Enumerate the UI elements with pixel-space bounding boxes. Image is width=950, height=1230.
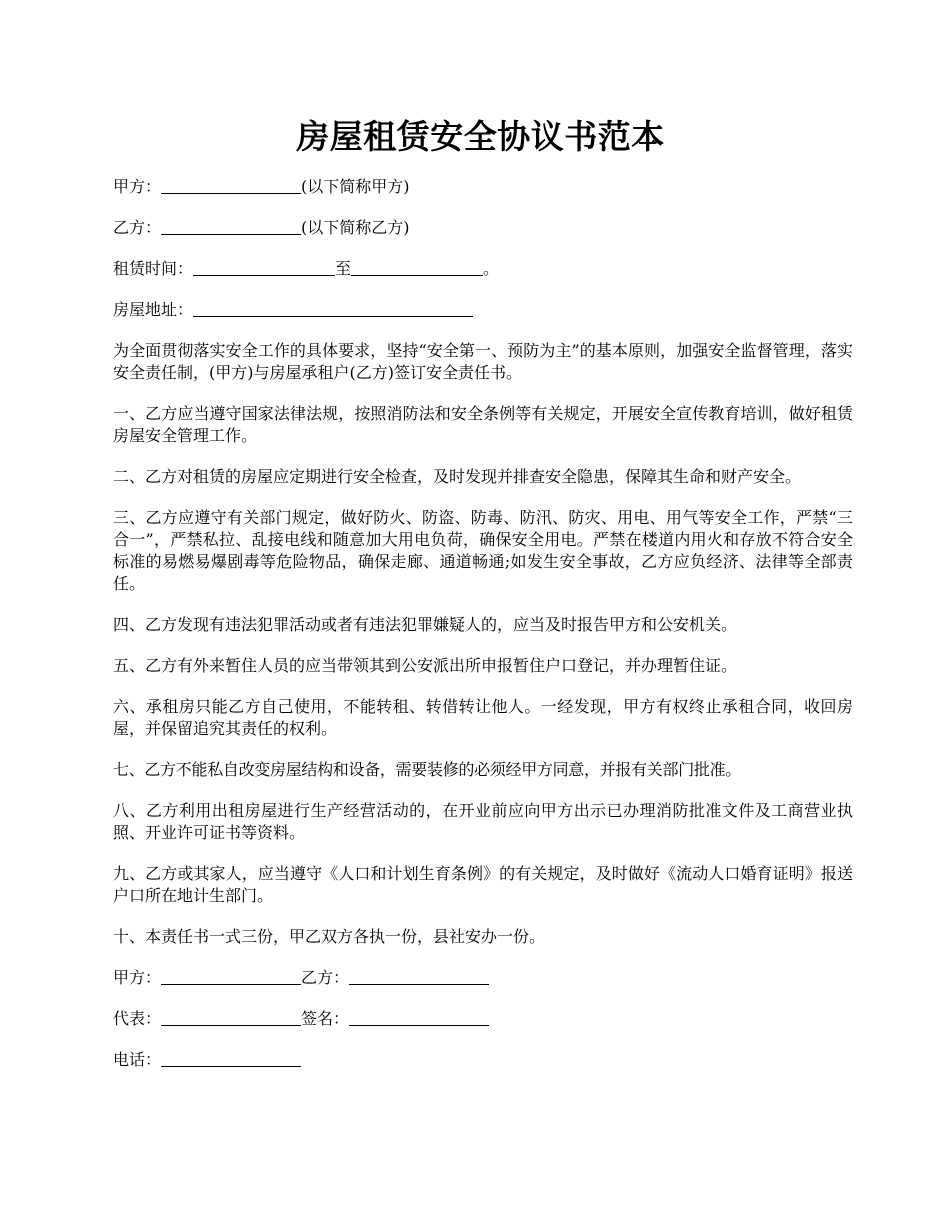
- intro-paragraph: 为全面贯彻落实安全工作的具体要求，坚持“安全第一、预防为主”的基本原则，加强安全监督管理，落实安全责任制，(甲方)与房屋承租户(乙方)签订安全责任书。: [113, 341, 853, 382]
- phone-blank[interactable]: [161, 1049, 301, 1067]
- rep-label: 代表：: [113, 1009, 162, 1028]
- address-label: 房屋地址：: [113, 300, 194, 319]
- party-a-label: 甲方：: [113, 177, 162, 196]
- clause-10: 十、本责任书一式三份，甲乙双方各执一份，县社安办一份。: [113, 927, 546, 946]
- sign-blank[interactable]: [349, 1008, 489, 1026]
- party-b-line: [113, 217, 853, 239]
- lease-to-text: 至: [335, 259, 352, 278]
- lease-end-blank[interactable]: [351, 258, 483, 276]
- lease-time-line: [113, 258, 853, 280]
- lease-time-label: 租赁时间：: [113, 259, 194, 278]
- clause-3: 三、乙方应遵守有关部门规定，做好防火、防盗、防毒、防汛、防灾、用电、用气等安全工作，严禁“三合一”，严禁私拉、乱接电线和随意加大用电负荷，确保安全用电。严禁在楼道内用火和存放不符合安全标准的易燃易爆剧毒等危险物品，确保走廊、通道畅通;如发生安全事故，乙方应负经济、法律等全部责任。: [113, 508, 853, 593]
- party-a-blank[interactable]: [161, 176, 301, 194]
- rep-blank[interactable]: [161, 1008, 301, 1026]
- sign-label: 签名：: [301, 1009, 350, 1028]
- clause-9: 九、乙方或其家人，应当遵守《人口和计划生育条例》的有关规定，及时做好《流动人口婚育证明》报送户口所在地计生部门。: [113, 864, 853, 905]
- clause-8: 八、乙方利用出租房屋进行生产经营活动的，在开业前应向甲方出示已办理消防批准文件及工商营业执照、开业许可证书等资料。: [113, 801, 853, 842]
- sign-party-b-blank[interactable]: [349, 967, 489, 985]
- address-line: [113, 299, 853, 321]
- party-b-suffix: (以下简称乙方): [301, 218, 410, 237]
- signature-rep-line: [113, 1008, 853, 1030]
- sign-party-a-blank[interactable]: [161, 967, 301, 985]
- party-a-suffix: (以下简称甲方): [301, 177, 410, 196]
- clause-6: 六、承租房只能乙方自己使用，不能转租、转借转让他人。一经发现，甲方有权终止承租合同，收回房屋，并保留追究其责任的权利。: [113, 697, 853, 738]
- address-blank[interactable]: [193, 299, 473, 317]
- clause-7: 七、乙方不能私自改变房屋结构和设备，需要装修的必须经甲方同意，并报有关部门批准。: [113, 760, 742, 779]
- sign-party-a-label: 甲方：: [113, 968, 162, 987]
- document-title: 房屋租赁安全协议书范本: [296, 117, 665, 156]
- party-a-line: [113, 176, 853, 198]
- phone-label: 电话：: [113, 1050, 162, 1069]
- sign-party-b-label: 乙方：: [301, 968, 350, 987]
- clause-4: 四、乙方发现有违法犯罪活动或者有违法犯罪嫌疑人的，应当及时报告甲方和公安机关。: [113, 615, 738, 634]
- lease-end-punct: 。: [483, 259, 500, 278]
- lease-start-blank[interactable]: [193, 258, 335, 276]
- party-b-blank[interactable]: [161, 217, 301, 235]
- signature-party-line: [113, 967, 853, 989]
- document-page: [113, 112, 853, 1090]
- party-b-label: 乙方：: [113, 218, 162, 237]
- phone-line: [113, 1049, 853, 1071]
- clause-2: 二、乙方对租赁的房屋应定期进行安全检查，及时发现并排查安全隐患，保障其生命和财产安全。: [113, 467, 802, 486]
- clause-5: 五、乙方有外来暂住人员的应当带领其到公安派出所申报暂住户口登记，并办理暂住证。: [113, 656, 738, 675]
- clause-1: 一、乙方应当遵守国家法律法规，按照消防法和安全条例等有关规定，开展安全宣传教育培训，做好租赁房屋安全管理工作。: [113, 404, 853, 445]
